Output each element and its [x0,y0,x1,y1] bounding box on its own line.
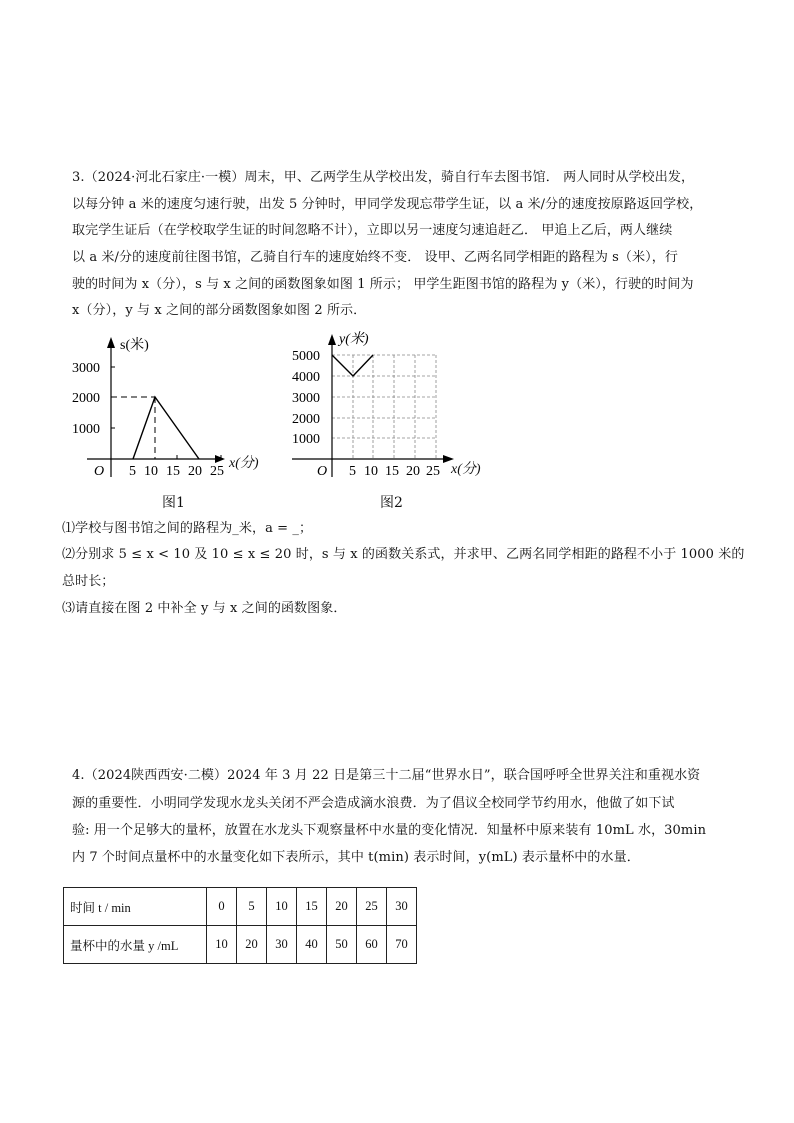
y-tick: 3000 [72,361,100,376]
y-graph-line [332,355,373,376]
x-tick: 20 [406,464,420,479]
fig1-x-label: x(分) [229,456,259,471]
x-tick: 25 [426,464,440,479]
table-cell: 25 [357,888,387,926]
y-axis-arrow [107,337,115,348]
q3-text-line: 取完学生证后（在学校取学生证的时间忽略不计），立即以另一速度匀速追赶乙． 甲追上乙后，两人继续 [72,223,673,238]
q3-subquestion-3: ⑶请直接在图 2 中补全 y 与 x 之间的函数图象． [62,601,347,616]
origin-label: O [94,464,105,479]
table-cell: 10 [207,926,237,964]
q4-text-line: 4.（2024陕西西安·二模）2024 年 3 月 22 日是第三十二届“世界水日”，联合国呼呼全世界关注和重视水资 [72,768,701,783]
x-tick: 10 [144,464,158,479]
q3-text-line: 3.（2024·河北石家庄·一模）周末，甲、乙两学生从学校出发，骑自行车去图书馆． 两人同时从学校出发， [72,170,695,185]
table-cell: 5 [237,888,267,926]
y-tick: 1000 [72,422,100,437]
q3-text-line: 以每分钟 a 米的速度匀速行驶，出发 5 分钟时，甲同学发现忘带学生证，以 a 米/分的速度按原路返回学校， [72,197,703,212]
y-tick: 1000 [292,432,320,447]
y-axis-label: s(米) [120,338,149,353]
table-cell: 70 [387,926,417,964]
row-header: 时间 t / min [64,888,207,926]
y-tick: 2000 [72,391,100,406]
table-cell: 30 [267,926,297,964]
y-tick: 5000 [292,349,320,364]
table-cell: 60 [357,926,387,964]
x-tick: 15 [166,464,180,479]
q3-subquestion-1: ⑴学校与图书馆之间的路程为_米，a = _； [62,521,313,536]
x-tick: 25 [210,464,224,479]
q4-text-line: 内 7 个时间点量杯中的水量变化如下表所示，其中 t(min) 表示时间，y(mL) 表示量杯中的水量． [72,850,640,865]
q3-text-line: x（分），y 与 x 之间的部分函数图象如图 2 所示． [72,303,367,318]
y-axis-label: y(米) [339,332,369,347]
x-tick: 10 [364,464,378,479]
table-cell: 20 [327,888,357,926]
x-tick: 15 [385,464,399,479]
q3-subquestion-2-cont: 总时长； [62,574,115,589]
fig2-x-label: x(分) [451,462,481,477]
figure-1-graph [60,325,240,485]
row-header: 量杯中的水量 y /mL [64,926,207,964]
water-volume-table [63,887,417,964]
q3-text-line: 以 a 米/分的速度前往图书馆，乙骑自行车的速度始终不变． 设甲、乙两名同学相距的路程为 s（米），行 [72,250,678,265]
table-cell: 50 [327,926,357,964]
table-cell: 30 [387,888,417,926]
table-cell: 20 [237,926,267,964]
fig1-caption: 图1 [162,495,185,511]
y-tick: 3000 [292,391,320,406]
table-row [64,888,417,926]
y-tick: 4000 [292,370,320,385]
origin-label: O [317,464,328,479]
q3-text-line: 驶的时间为 x（分），s 与 x 之间的函数图象如图 1 所示； 甲学生距图书馆的路程为 y（米），行驶的时间为 [72,277,694,292]
x-tick: 5 [129,464,136,479]
q4-text-line: 验: 用一个足够大的量杯，放置在水龙头下观察量杯中水量的变化情况．知量杯中原来装有 10mL 水，30min [72,823,707,838]
q4-text-line: 源的重要性．小明同学发现水龙头关闭不严会造成滴水浪费．为了倡议全校同学节约用水，他做了如下试 [72,796,675,811]
table-cell: 40 [297,926,327,964]
x-axis-arrow [215,455,225,463]
x-tick: 20 [188,464,202,479]
y-tick: 2000 [292,412,320,427]
q3-subquestion-2: ⑵分别求 5 ≤ x < 10 及 10 ≤ x ≤ 20 时，s 与 x 的函数关系式，并求甲、乙两名同学相距的路程不小于 1000 米的 [62,547,745,562]
table-row [64,926,417,964]
fig2-caption: 图2 [380,495,403,511]
figure-2-graph [280,325,470,485]
table-cell: 0 [207,888,237,926]
s-graph-line [133,397,199,459]
table-cell: 15 [297,888,327,926]
table-cell: 10 [267,888,297,926]
y-axis-arrow [328,334,336,345]
x-tick: 5 [349,464,356,479]
